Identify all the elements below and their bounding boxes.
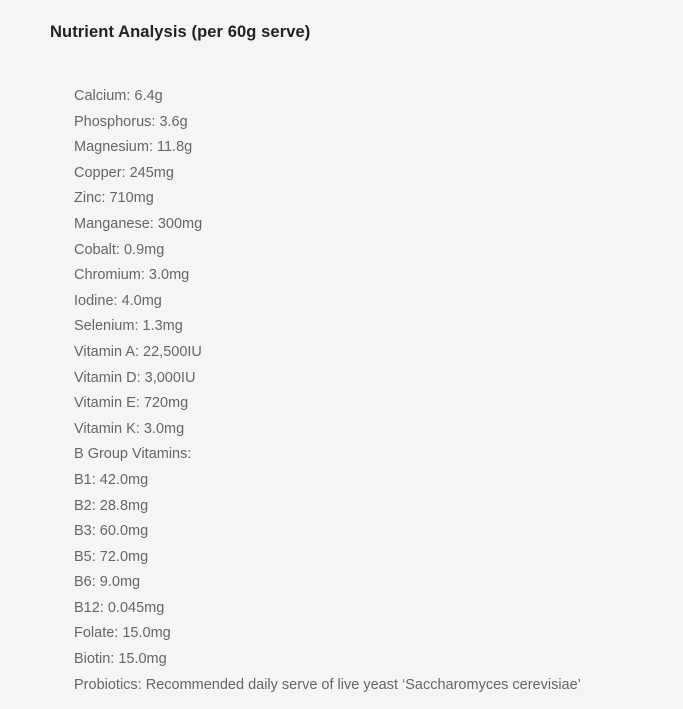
- list-item: Vitamin D: 3,000IU: [74, 369, 196, 386]
- list-item: B3: 60.0mg: [74, 523, 149, 540]
- list-item: Phosphorus: 3.6g: [74, 113, 188, 130]
- section-title: Nutrient Analysis (per 60g serve): [50, 23, 311, 41]
- list-item: Folate: 15.0mg: [74, 625, 171, 642]
- list-item: Chromium: 3.0mg: [74, 267, 190, 284]
- list-item: B Group Vitamins:: [74, 446, 192, 463]
- list-item: B6: 9.0mg: [74, 574, 141, 591]
- list-item: Selenium: 1.3mg: [74, 318, 183, 335]
- list-item: B5: 72.0mg: [74, 548, 149, 565]
- list-item: Probiotics: Recommended daily serve of live yeast ‘Saccharomyces cerevisiae’: [74, 676, 581, 693]
- list-item: Biotin: 15.0mg: [74, 651, 167, 668]
- list-item: Vitamin A: 22,500IU: [74, 343, 202, 360]
- list-item: Vitamin E: 720mg: [74, 395, 189, 412]
- list-item: B2: 28.8mg: [74, 497, 149, 514]
- nutrient-list: [50, 84, 683, 698]
- list-item: B12: 0.045mg: [74, 599, 165, 616]
- list-item: Cobalt: 0.9mg: [74, 241, 165, 258]
- list-item: Manganese: 300mg: [74, 215, 203, 232]
- list-item: B1: 42.0mg: [74, 471, 149, 488]
- list-item: Iodine: 4.0mg: [74, 292, 162, 309]
- list-item: Copper: 245mg: [74, 164, 174, 181]
- list-item: Vitamin K: 3.0mg: [74, 420, 185, 437]
- list-item: Calcium: 6.4g: [74, 88, 163, 104]
- list-item: Magnesium: 11.8g: [74, 139, 193, 156]
- list-item: Zinc: 710mg: [74, 190, 154, 207]
